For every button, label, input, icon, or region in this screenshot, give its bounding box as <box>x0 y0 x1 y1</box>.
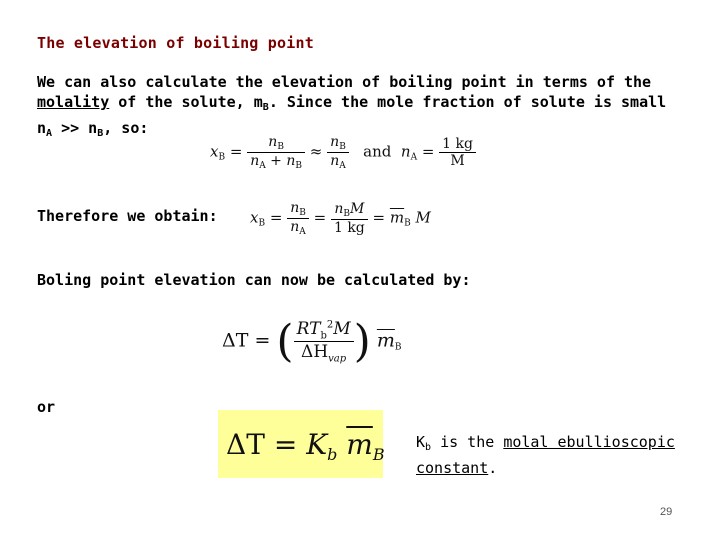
kb-description: $K_b$ is the molal ebullioscopic constant. <box>416 433 675 477</box>
slide-title: The elevation of boiling point <box>37 34 314 52</box>
equation-mole-fraction-approx: $x_B$ = $\frac{n_B}{n_A + n_B}$ ≈ $\frac{n_B}{n_A}$ and $n_A$ = $\frac{1 kg}{M}$ <box>210 134 476 171</box>
equation-kb: $\Delta T = K_b$ $\overline{m}_B$ <box>226 428 385 464</box>
page-number: 29 <box>660 506 673 518</box>
intro-paragraph: We can also calculate the elevation of boiling point in terms of the molality of the solute, $m_B$. Since the mole fraction of solute is small $n_A >> n_B$, so: <box>37 73 667 139</box>
equation-boiling-elevation: ΔT = ( $\frac{RT_b^2M}{\Delta H_{vap}}$ ) $\overline{m}B$ <box>222 316 402 367</box>
therefore-label: Therefore we obtain: <box>37 207 218 225</box>
equation-mole-fraction-molality: $x_B$ = $\frac{n_B}{n_A}$ = $\frac{n_BM}{1 kg}$ = $\overline{m}_B$ M <box>250 200 431 237</box>
or-label: or <box>37 398 56 416</box>
molality-term: molality <box>37 93 110 111</box>
boiling-label: Boling point elevation can now be calculated by: <box>37 271 471 289</box>
